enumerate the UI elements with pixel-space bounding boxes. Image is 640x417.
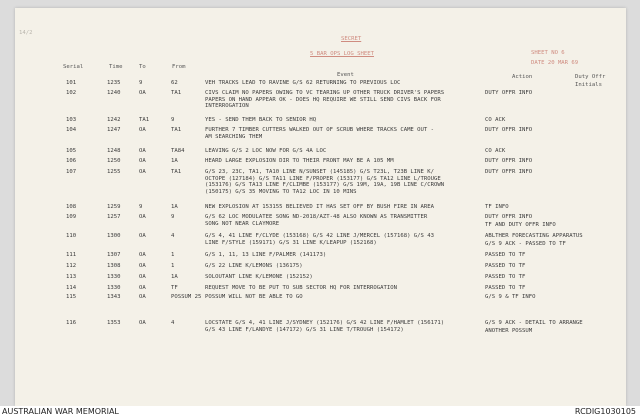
row-to: OA <box>139 252 146 258</box>
archive-footer <box>0 406 640 417</box>
row-to: OA <box>139 214 146 220</box>
row-from: TF <box>171 285 178 291</box>
row-from: 1A <box>171 274 178 280</box>
row-time: 1307 <box>107 252 121 258</box>
row-serial: 108 <box>66 204 77 210</box>
row-to: 9 <box>139 80 143 86</box>
row-serial: 105 <box>66 148 77 154</box>
row-to: 9 <box>139 204 143 210</box>
row-serial: 110 <box>66 233 77 239</box>
row-to: OA <box>139 90 146 96</box>
row-event-line: OCTOPE (127184) G/S TA11 LINE F/PROPER (153177) G/S TA12 LINE L/TROUGE <box>205 175 441 182</box>
row-serial: 102 <box>66 90 77 96</box>
classification-stamp: SECRET <box>341 36 362 42</box>
row-to: OA <box>139 148 146 154</box>
row-event-line: G/S 62 LOC MODULATEE SONG ND-2018/AZT-48 ALSO KNOWN AS TRANSMITTER <box>205 214 428 220</box>
row-from: TA84 <box>171 148 185 154</box>
row-event-line: LINE F/STYLE (159171) G/S 31 LINE K/LEAPUP (152168) <box>205 239 377 246</box>
row-time: 1255 <box>107 169 121 175</box>
row-action-line: PASSED TO TF <box>485 263 526 269</box>
row-event-line: G/S 1, 11, 13 LINE F/PALMER (141173) <box>205 252 327 258</box>
row-from: 62 <box>171 80 178 86</box>
row-to: TA1 <box>139 117 150 123</box>
row-serial: 111 <box>66 252 77 258</box>
column-header-initials: Initials <box>575 82 602 88</box>
row-serial: 115 <box>66 294 77 300</box>
row-from: TA1 <box>171 90 182 96</box>
row-action-line: CO ACK <box>485 117 506 123</box>
row-action-line: G/S 9 ACK - DETAIL TO ARRANGE <box>485 320 583 326</box>
row-time: 1257 <box>107 214 121 220</box>
row-to: OA <box>139 158 146 164</box>
row-serial: 104 <box>66 127 77 133</box>
row-from: 1 <box>171 263 175 269</box>
row-action-line: PASSED TO TF <box>485 274 526 280</box>
row-event-line: POSSUM WILL NOT BE ABLE TO GO <box>205 294 303 300</box>
row-action-line: PASSED TO TF <box>485 252 526 258</box>
row-action-line: DUTY OFFR INFO <box>485 158 533 164</box>
row-event-line: VEH TRACKS LEAD TO RAVINE G/S 62 RETURNING TO PREVIOUS LOC <box>205 80 401 86</box>
column-header-to: To <box>139 64 146 70</box>
row-event-line: HEARD LARGE EXPLOSION DIR TO THEIR FRONT MAY BE A 105 MM <box>205 158 394 164</box>
row-serial: 116 <box>66 320 77 326</box>
row-event-line: G/S 23, 23C, TA1, TA10 LINE N/SUNSET (145185) G/S T23L, T23B LINE K/ <box>205 169 435 175</box>
row-to: OA <box>139 320 146 326</box>
row-time: 1259 <box>107 204 121 210</box>
row-time: 1343 <box>107 294 121 300</box>
row-event-line: AM SEARCHING THEM <box>205 133 263 140</box>
row-time: 1247 <box>107 127 121 133</box>
row-to: OA <box>139 294 146 300</box>
row-action-line: TF AND DUTY OFFR INFO <box>485 222 556 228</box>
row-action-line: ANOTHER POSSUM <box>485 328 533 334</box>
row-serial: 114 <box>66 285 77 291</box>
row-serial: 106 <box>66 158 77 164</box>
row-event-line: G/S 4, 41 LINE F/CLYDE (153168) G/S 42 LINE J/MERCEL (157168) G/S 43 <box>205 233 435 239</box>
row-serial: 112 <box>66 263 77 269</box>
row-to: OA <box>139 274 146 280</box>
pencil-margin-note: 14/2 <box>19 30 33 36</box>
row-from: 1 <box>171 252 175 258</box>
column-header-action: Action <box>512 74 533 80</box>
row-to: OA <box>139 169 146 175</box>
log-sheet-page <box>15 8 626 406</box>
row-from: POSSUM 25 <box>171 294 202 300</box>
row-action-line: DUTY OFFR INFO <box>485 214 533 220</box>
column-header-duty-offr: Duty Offr <box>575 74 606 80</box>
row-time: 1235 <box>107 80 121 86</box>
row-serial: 103 <box>66 117 77 123</box>
row-event-line: REQUEST MOVE TO BE PUT TO SUB SECTOR HQ FOR INTERROGATION <box>205 285 397 291</box>
row-event-line: FURTHER 7 TIMBER CUTTERS WALKED OUT OF SCRUB WHERE TRACKS CAME OUT - <box>205 127 435 133</box>
row-time: 1240 <box>107 90 121 96</box>
row-time: 1248 <box>107 148 121 154</box>
row-event-line: (153176) G/S TA13 LINE F/CLIMBE (153177) G/S 19M, 19A, 19B LINE C/CROWN <box>205 182 445 189</box>
row-action-line: G/S 9 ACK - PASSED TO TF <box>485 241 566 247</box>
row-to: OA <box>139 285 146 291</box>
row-from: 1A <box>171 204 178 210</box>
row-from: TA1 <box>171 169 182 175</box>
row-event-line: NEW EXPLOSION AT 153155 BELIEVED IT HAS SET OFF BY BUSH FIRE IN AREA <box>205 204 435 210</box>
row-from: 9 <box>171 117 175 123</box>
row-action-line: TF INFO <box>485 204 509 210</box>
row-serial: 113 <box>66 274 77 280</box>
log-sheet-title: 5 BAR OPS LOG SHEET <box>310 51 374 57</box>
row-time: 1300 <box>107 233 121 239</box>
sheet-number: SHEET NO 6 <box>531 50 565 56</box>
row-from: TA1 <box>171 127 182 133</box>
footer-record-id: RCDIG1030105 <box>574 407 636 416</box>
row-action-line: DUTY OFFR INFO <box>485 90 533 96</box>
column-header-time: Time <box>109 64 123 70</box>
sheet-date: DATE 20 MAR 69 <box>531 60 579 66</box>
column-header-serial: Serial <box>63 64 84 70</box>
row-event-line: YES - SEND THEM BACK TO SENIOR HQ <box>205 117 317 123</box>
row-event-line: LEAVING G/S 2 LOC NOW FOR G/S 4A LOC <box>205 148 327 154</box>
row-serial: 109 <box>66 214 77 220</box>
row-event-line: SONG NOT NEAR CLAYMORE <box>205 220 280 227</box>
column-header-from: From <box>172 64 186 70</box>
row-to: OA <box>139 127 146 133</box>
row-action-line: G/S 9 & TF INFO <box>485 294 536 300</box>
row-event-line: G/S 43 LINE F/LANDYE (147172) G/S 31 LINE T/TROUGH (154172) <box>205 326 404 333</box>
row-serial: 107 <box>66 169 77 175</box>
row-event-line: G/S 22 LINE K/LEMONS (136175) <box>205 263 303 269</box>
row-to: OA <box>139 233 146 239</box>
row-event-line: SOLOUTANT LINE K/LEMONE (152152) <box>205 274 313 280</box>
row-from: 1A <box>171 158 178 164</box>
row-time: 1308 <box>107 263 121 269</box>
row-time: 1353 <box>107 320 121 326</box>
row-time: 1242 <box>107 117 121 123</box>
column-header-event: Event <box>337 72 354 78</box>
row-action-line: DUTY OFFR INFO <box>485 127 533 133</box>
row-event-line: PAPERS ON HAND APPEAR OK - DOES HQ REQUIRE WE STILL SEND CIVS BACK FOR <box>205 96 441 103</box>
row-action-line: CO ACK <box>485 148 506 154</box>
row-action-line: ABLTHER FORECASTING APPARATUS <box>485 233 583 239</box>
row-event-line: (150175) G/S 35 MOVING TO TA12 LOC IN 10 MINS <box>205 188 357 195</box>
row-time: 1330 <box>107 274 121 280</box>
row-serial: 101 <box>66 80 77 86</box>
row-event-line: CIVS CLAIM NO PAPERS OWING TO VC TEARING UP OTHER TRUCK DRIVER'S PAPERS <box>205 90 445 96</box>
row-from: 9 <box>171 214 175 220</box>
row-from: 4 <box>171 320 175 326</box>
row-time: 1330 <box>107 285 121 291</box>
row-from: 4 <box>171 233 175 239</box>
row-event-line: INTERROGATION <box>205 103 249 110</box>
row-event-line: LOCSTATE G/S 4, 41 LINE J/SYDNEY (152176) G/S 42 LINE F/HAMLET (156171) <box>205 320 445 326</box>
row-time: 1250 <box>107 158 121 164</box>
row-action-line: PASSED TO TF <box>485 285 526 291</box>
row-to: OA <box>139 263 146 269</box>
footer-institution: AUSTRALIAN WAR MEMORIAL <box>2 407 119 416</box>
row-action-line: DUTY OFFR INFO <box>485 169 533 175</box>
